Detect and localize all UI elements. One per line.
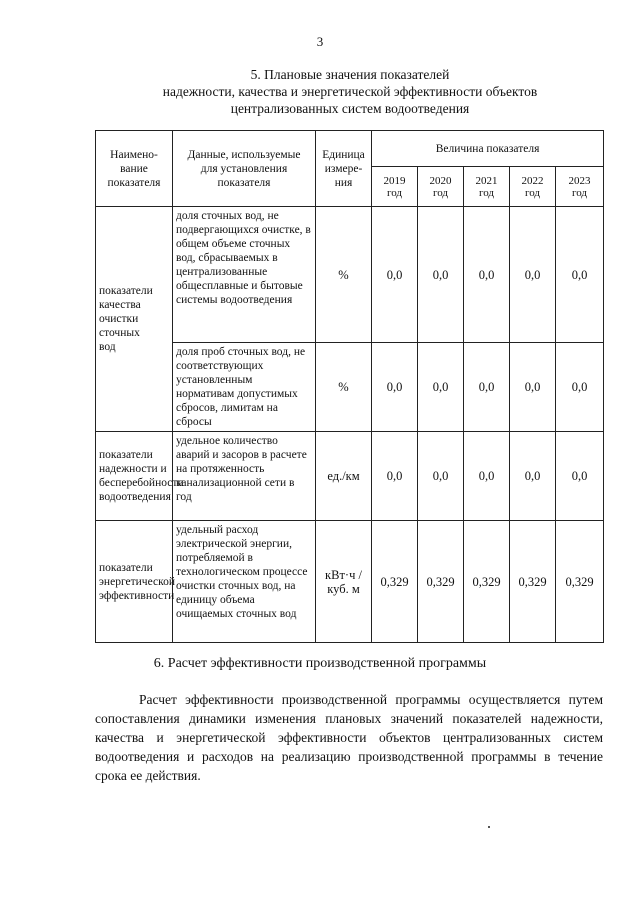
indicator-value: 0,0 (556, 432, 604, 521)
header-unit: Единица измере- ния (316, 131, 372, 207)
section-5-title (90, 66, 610, 117)
section-5-title-line: 5. Плановые значения показателей (250, 67, 450, 82)
indicator-value: 0,0 (464, 207, 510, 343)
indicator-data: удельный расход электрической энергии, потребляемой в технологическом процессе очистки сточных вод, на единицу объема очищаемых сточных вод (173, 521, 316, 643)
header-value: Величина показателя (372, 131, 604, 167)
indicator-value: 0,329 (418, 521, 464, 643)
header-name: Наимено- вание показателя (96, 131, 173, 207)
indicator-value: 0,329 (556, 521, 604, 643)
section-6-paragraph: Расчет эффективности производственной программы осуществляется путем сопоставления динамики изменения плановых значений показателей надежности, качества и энергетической эффективности объектов централизованных систем водоотведения и расходов на реализацию производственной программы в течение срока ее действия. (95, 692, 603, 783)
section-6-title: 6. Расчет эффективности производственной программы (153, 656, 487, 671)
indicator-value: 0,0 (510, 343, 556, 432)
indicator-unit: кВт·ч / куб. м (316, 521, 372, 643)
section-5-title-line: надежности, качества и энергетической эффективности объектов (162, 84, 538, 99)
header-year: 2019 год (372, 167, 418, 207)
header-year: 2023 год (556, 167, 604, 207)
indicator-value: 0,0 (556, 207, 604, 343)
header-data: Данные, используемые для установления показателя (173, 131, 316, 207)
indicator-name: показатели энергетической эффективности (96, 521, 173, 643)
table-row (96, 432, 604, 521)
indicator-name: показатели надежности и бесперебойности водоотведения (96, 432, 173, 521)
indicator-value: 0,0 (418, 207, 464, 343)
indicator-value: 0,0 (510, 432, 556, 521)
indicator-value: 0,0 (418, 432, 464, 521)
indicator-value: 0,329 (510, 521, 556, 643)
indicator-value: 0,329 (464, 521, 510, 643)
indicator-value: 0,0 (418, 343, 464, 432)
indicator-value: 0,0 (372, 343, 418, 432)
indicator-value: 0,0 (556, 343, 604, 432)
indicator-unit: % (316, 343, 372, 432)
indicator-name: показатели качества очистки сточных вод (96, 207, 173, 432)
indicator-value: 0,0 (372, 207, 418, 343)
page-number: 3 (316, 34, 324, 49)
table-row (96, 343, 604, 432)
header-year: 2021 год (464, 167, 510, 207)
indicator-data: удельное количество аварий и засоров в расчете на протяженность канализационной сети в год (173, 432, 316, 521)
table-row (96, 521, 604, 643)
indicator-unit: % (316, 207, 372, 343)
indicator-unit: ед./км (316, 432, 372, 521)
indicators-table (95, 130, 604, 643)
table-header-row (96, 131, 604, 167)
indicator-data: доля сточных вод, не подвергающихся очистке, в общем объеме сточных вод, сбрасываемых в централизованные общесплавные и бытовые системы водоотведения (173, 207, 316, 343)
scan-dot (488, 826, 490, 828)
indicator-value: 0,0 (464, 343, 510, 432)
header-year: 2020 год (418, 167, 464, 207)
indicator-value: 0,0 (372, 432, 418, 521)
indicator-data: доля проб сточных вод, не соответствующих установленным нормативам допустимых сбросов, лимитам на сбросы (173, 343, 316, 432)
table-row (96, 207, 604, 343)
indicator-value: 0,0 (510, 207, 556, 343)
indicator-value: 0,329 (372, 521, 418, 643)
header-year: 2022 год (510, 167, 556, 207)
indicator-value: 0,0 (464, 432, 510, 521)
section-5-title-line: централизованных систем водоотведения (230, 101, 470, 116)
